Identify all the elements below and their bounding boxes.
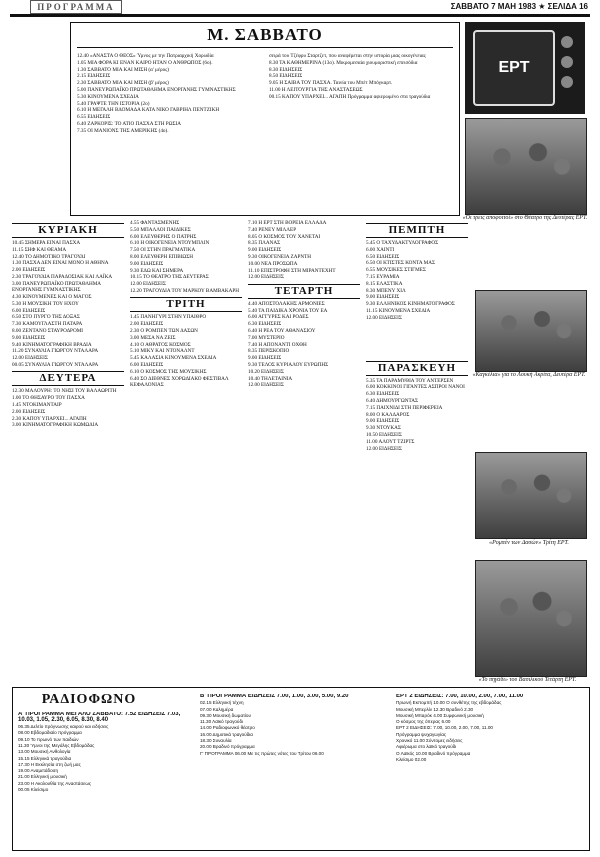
programme-item: 2.00 ΕΙΔΗΣΕΙΣ — [12, 408, 46, 415]
programme-item: 9.30 ΕΛΛΗΝΙΚΟΣ ΚΙΝΗΜΑΤΟΓΡΑΦΟΣ — [366, 301, 455, 308]
programme-item: 12.00 ΕΙΔΗΣΕΙΣ — [366, 314, 402, 321]
knob-icon — [561, 76, 573, 88]
column-4 — [366, 220, 468, 680]
programme-item: 1.00 ΤΟ ΘΗΣΑΥΡΟ ΤΟΥ ΠΑΣΧΑ — [12, 395, 85, 402]
programme-item: Ο κόσμος της όπερας 6.00 — [396, 719, 451, 725]
programme-item: 1.05 ΜΙΑ ΦΟΡΑ ΚΙ ΕΝΑΝ ΚΑΙΡΟ ΗΤΑΝ Ο ΑΝΘΡΩΠΟΣ (6ο). — [77, 59, 213, 66]
programme-item: 9.00 ΕΙΔΗΣΕΙΣ — [366, 418, 400, 425]
programme-item: 10.40 ΤΗΛΕΤΑΙΝΙΑ — [248, 375, 293, 382]
kyriaki-heading: ΚΥΡΙΑΚΗ — [12, 223, 124, 238]
radio-col2-head: Β' ΠΡΟΓΡΑΜΜΑ ΕΙΔΗΣΕΙΣ 7.00, 1.00, 3.00, 5.00, 9.20 — [200, 694, 349, 699]
programme-item: 12.00 ΕΙΔΗΣΕΙΣ — [248, 274, 284, 281]
programme-item: 5.40 ΓΡΑΨΤΕ ΤΗΝ ΙΣΤΟΡΙΑ (2ο) — [77, 100, 150, 107]
programme-item: 14.00 Ραδιοφωνικό θέατρο — [200, 725, 255, 731]
programme-item: 8.35 ΠΕΡΙΣΚΟΠΙΟ — [248, 348, 290, 355]
programme-item: 7.15 ΕΥΡΑΜΙΑ — [366, 273, 400, 280]
programme-item: 6.10 Η ΟΙΚΟΓΕΝΕΙΑ ΝΤΟΥΜΠΛΙΝ — [130, 240, 210, 247]
programme-item: 9.00 ΕΙΔΗΣΕΙΣ — [12, 334, 46, 341]
programme-item: 6.40 Η ΡΕΑ ΤΟΥ ΑΘΑΝΑΣΙΟΥ — [248, 327, 316, 334]
programme-item: 5.45 ΚΑΛΑΣΙΑ ΚΙΝΟΥΜΕΝΑ ΣΧΕΔΙΑ — [130, 355, 217, 362]
programme-item: 5.30 ΚΙΝΟΥΜΕΝΑ ΣΧΕΔΙΑ — [77, 93, 139, 100]
programme-item: 8.15 ΕΛΑΣΤΙΚΑ — [366, 280, 403, 287]
programme-item: 6.50 ΟΙ ΚΤΙΣΤΕΣ ΚΟΝΤΑ ΜΑΣ — [366, 260, 435, 267]
radio-col3-head: ΕΡΤ 2 ΕΙΔΗΣΕΙΣ: 7.00, 10.00, 2.00, 7.00, 11.00 — [396, 694, 524, 699]
programme-item: 12.00 ΕΙΔΗΣΕΙΣ — [130, 281, 166, 288]
programme-item: 12.40 ΤΟ ΔΗΜΟΤΙΚΟ ΤΡΑΓΟΥΔΙ — [12, 253, 86, 260]
programme-item: 12.40 «ΑΝΑΣΤΑ Ο ΘΕΟΣ» Ύμνος με την Πατριαρχική Χορωδία — [77, 53, 214, 59]
programme-item: 12.30 ΜΑΛΟΥΡΗ: ΤΟ ΝΗΣΙ ΤΟΥ ΒΑΛΑΩΡΙΤΗ — [12, 388, 117, 395]
programme-item: 6.00 ΑΓΓΥΡΕΣ ΚΑΙ ΡΟΔΕΣ — [248, 314, 309, 321]
caption: «Καγκέλια» για το Λουκή Ακρίτα, Δευτέρα ΕΡΤ. — [472, 372, 586, 378]
programme-item: 8.30 ΜΠΕΝΥ ΧΙΛ — [366, 287, 406, 294]
programme-item: Κλείσιμο 02.00 — [396, 756, 427, 762]
caption: «Ρομπέν των Δασών» Τρίτη ΕΡΤ. — [489, 540, 569, 546]
programme-item: σειρά του Τζέφρυ Σταρτζετ, που αναφέρεται στην ιστορία μιας οικογένειας — [269, 53, 426, 59]
programme-item: 4.40 ΑΠΟΣΤΟΛΑΚΗΣ ΑΡΜΟΝΙΕΣ — [248, 300, 325, 307]
radio-title: ΡΑΔΙΟΦΩΝΟ — [41, 692, 137, 707]
programme-item: 9.30 ΤΕΛΟΣ ΚΥΡΙΑΛΟΥ ΕΥΡΩΠΗΣ — [248, 361, 329, 368]
programme-item: 12.00 ΕΙΔΗΣΕΙΣ — [366, 445, 402, 452]
saturday-col-2 — [269, 53, 453, 211]
programme-item: 9.40 ΚΙΝΗΜΑΤΟΓΡΑΦΙΚΗ ΒΡΑΔΙΑ — [12, 341, 92, 348]
saturday-col-1 — [77, 53, 263, 211]
programme-item: 02.15 Ελληνική τέχνη — [200, 700, 244, 706]
programme-item: 9.00 ΕΙΔΗΣΕΙΣ — [248, 247, 282, 254]
programme-item: 6.00 ΕΙΔΗΣΕΙΣ — [130, 361, 164, 368]
photo-group — [465, 118, 587, 215]
caption: «Το πηγάδι» του Βασιλικού Τετάρτη ΕΡΤ. — [478, 677, 577, 683]
programme-item: 13.00 Μουσική Ανθολογία — [18, 749, 71, 755]
programme-item: 9.00 ΕΙΔΗΣΕΙΣ — [366, 294, 400, 301]
programme-item: 6.00 ΕΛΕΥΘΕΡΗΣ Ο ΠΑΤΡΗΣ — [130, 233, 197, 240]
programme-item: Πρωινή Εκπομπή 10.00 Ο συνθέτης της εβδομάδας — [396, 700, 502, 706]
programme-item: 18.30 Συναυλία — [200, 738, 232, 744]
programme-item: 08.00 Εβδομαδιαίο πρόγραμμα — [18, 730, 82, 736]
programme-item: 5.10 ΜΙΚΥ ΚΑΙ ΝΤΟΝΑΛΝΤ — [130, 348, 195, 355]
programme-item: 6.00 ΧΑΙΝΤΙ — [366, 246, 395, 253]
programme-item: 7.40 Η ΑΠΟΝΑΝΤΙ ΟΧΘΗ — [248, 341, 307, 348]
programme-item: 11.15 ΣΗΦ ΚΑΙ ΘΕΑΜΑ — [12, 246, 67, 253]
programme-item: 3.00 ΚΙΝΗΜΑΤΟΓΡΑΦΙΚΗ ΚΩΜΩΔΙΑ — [12, 422, 99, 429]
header-rule — [10, 14, 590, 17]
knob-icon — [561, 36, 573, 48]
programme-item: 07.00 Καλημέρα — [200, 706, 234, 712]
photo-well — [475, 560, 587, 677]
programme-item: 00.15 ΚΑΠΟΥ ΥΠΑΡΧΕΙ... ΑΓΑΠΗ Πρόγραμμα αφιερωμένο στα τραγούδια — [269, 93, 431, 100]
programme-item: 8.00 ΖΕΝΤΑΝΟ ΣΤΑΥΡΟΔΡΟΜΙ — [12, 327, 84, 334]
programme-item: 9.30 ΕΔΩ ΚΑΙ ΣΗΜΕΡΑ — [130, 267, 184, 274]
programme-item: 11.30 Λαϊκό τραγούδι — [200, 719, 244, 725]
programme-item: 6.00 ΕΙΔΗΣΕΙΣ — [12, 307, 46, 314]
programme-item: ΕΡΤ 2 ΕΙΔΗΣΕΙΣ: 7.00, 10.00, 2.00, 7.00, 11.00 — [396, 725, 493, 731]
programme-item: 00.05 ΣΥΝΑΥΛΙΑ ΓΙΩΡΓΟΥ ΝΤΑΛΑΡΑ — [12, 361, 99, 368]
radio-col-3 — [396, 694, 582, 844]
programme-item: 2.00 ΕΙΔΗΣΕΙΣ — [130, 321, 164, 328]
ert-logo-text: ΕΡΤ — [498, 59, 530, 76]
programme-item: 17.30 Η Εκκλησία στη ζωή μας — [18, 761, 81, 767]
caption: «Οι τρεις αποφοιτοί» στο Θέατρο της Δευτέρας ΕΡΤ. — [462, 215, 588, 221]
programme-item: 2.00 ΕΙΔΗΣΕΙΣ — [12, 267, 46, 274]
title-rule — [77, 47, 453, 48]
programme-item: 6.30 ΕΙΔΗΣΕΙΣ — [366, 391, 400, 398]
photo-robin-hood — [475, 452, 587, 539]
column-3 — [248, 220, 360, 680]
programme-item: 1.45 ΝΤΟΚΙΜΑΝΤΑΙΡ — [12, 401, 62, 408]
programme-item: 09.10 Το πρωινό των παιδιών — [18, 736, 79, 742]
programme-item: 06.35 Δελτίο πρόγνωσης καιρού και ειδήσεις — [18, 724, 109, 730]
programme-item: 2.15 ΕΙΔΗΣΕΙΣ — [77, 73, 111, 80]
programme-item: 6.50 ΕΙΔΗΣΕΙΣ — [366, 253, 400, 260]
column-2 — [130, 220, 242, 680]
radio-col-2 — [200, 694, 390, 844]
programme-item: 8.30 ΤΑ ΚΑΘΗΜΕΡΙΝΑ (13ο). Μικρομεσαία χιουμοριστική επεισόδια — [269, 59, 418, 66]
programme-item: 16.00 Δημοτικά τραγούδια — [200, 731, 253, 737]
saturday-title: Μ. ΣΑΒΒΑΤΟ — [207, 25, 323, 44]
programme-item: 2.30 ΚΑΠΟΥ ΥΠΑΡΧΕΙ... ΑΓΑΠΗ — [12, 415, 87, 422]
programme-item: 20.00 Βραδινό πρόγραμμα — [200, 744, 255, 750]
programme-item: 7.00 ΜΥΣΤΕΡΙΟ — [248, 334, 285, 341]
programme-item: 10.50 ΕΙΔΗΣΕΙΣ — [366, 431, 402, 438]
programme-item: 00.05 Κλείσιμο — [18, 787, 49, 793]
programme-item: 10.00 ΝΕΑ ΠΡΟΣΩΠΑ — [248, 260, 298, 267]
programme-item: Χρονικό 11.00 Σύντομες ειδήσεις — [396, 738, 463, 744]
programme-item: 4.55 ΦΑΝΤΑΣΜΕΝΗΣ — [130, 220, 180, 226]
programme-item: 7.35 ΟΙ ΜΑΝΙΟΝΣ ΤΗΣ ΑΜΕΡΙΚΗΣ (4ο). — [77, 127, 169, 134]
programme-item: Γ' ΠΡΟΓΡΑΜΜΑ 06.00 Με τις πρώτες νότες του Τρίτου 06.00 — [200, 750, 324, 756]
deftera-heading: ΔΕΥΤΕΡΑ — [12, 371, 124, 386]
programme-item: 21.00 Ελληνική μουσική — [18, 774, 67, 780]
programme-item: 9.30 ΟΙΚΟΓΕΝΕΙΑ ΖΑΡΝΤΗ — [248, 253, 312, 260]
programme-item: Μουσική Μπερλίν 12.30 Βραδινό 2.30 — [396, 706, 474, 712]
pempti-heading: ΠΕΜΠΤΗ — [366, 223, 468, 238]
programme-item: 19.00 Αναμετάδοση — [18, 768, 59, 774]
programme-item: 12.00 ΕΙΔΗΣΕΙΣ — [248, 382, 284, 389]
programme-item: 11.20 ΣΥΝΑΥΛΙΑ ΓΙΩΡΓΟΥ ΝΤΑΛΑΡΑ — [12, 348, 99, 355]
programme-item: 7.15 ΠΑΙΧΝΙΔΙ ΣΤΗ ΠΕΡΙΦΕΡΕΙΑ — [366, 404, 443, 411]
paraskevi-heading: ΠΑΡΑΣΚΕΥΗ — [366, 361, 468, 376]
radio-col-1 — [18, 712, 194, 844]
programme-item: 4.10 Ο ΑΘΡΑΤΟΣ ΚΟΣΜΟΣ — [130, 341, 191, 348]
programme-item: 1.30 ΣΑΒΒΑΤΟ ΜΙΑ ΚΑΙ ΜΙΣΗ (α' μέρος) — [77, 66, 169, 73]
programme-item: 5.45 Ο ΤΑΧΥΔΑΚΤΥΛΟΓΡΑΦΟΣ — [366, 240, 439, 246]
programme-item: 5.35 ΤΑ ΠΑΡΑΜΥΘΙΑ ΤΟΥ ΑΝΤΕΡΣΕΝ — [366, 377, 454, 384]
programme-item: 1.45 ΠΑΝΗΓΥΡΙ ΣΤΗΝ ΥΠΑΙΘΡΟ — [130, 314, 207, 321]
tv-knobs — [557, 34, 577, 104]
column-1 — [12, 220, 124, 680]
programme-item: 8.05 Ο ΚΟΣΜΟΣ ΤΟΥ ΧΑΝΕΤΑΙ — [248, 233, 321, 240]
programme-item: Πρόγραμμα ψυχαγωγίας — [396, 731, 447, 737]
programme-item: 10.45 ΣΗΜΕΡΑ ΕΙΝΑΙ ΠΑΣΧΑ — [12, 240, 81, 246]
programme-item: 6.10 Ο ΚΟΣΜΟΣ ΤΗΣ ΜΟΥΣΙΚΗΣ — [130, 368, 207, 375]
programme-item: 8.35 ΠΛΑΝΑΣ — [248, 240, 281, 247]
photo-actor — [475, 290, 587, 372]
programme-item: 10.20 ΕΙΔΗΣΕΙΣ — [248, 368, 284, 375]
programme-item: 11.15 ΚΙΝΟΥΜΕΝΑ ΣΧΕΔΙΑ — [366, 307, 431, 314]
programme-item: 11.00 ΑΛΟΥΤ ΤΖΙΡΤΣ — [366, 438, 415, 445]
programme-item: 15.15 Ελληνικά τραγούδια — [18, 755, 72, 761]
masthead-logo: ΠΡΟΓΡΑΜΜΑ — [30, 0, 122, 14]
programme-item: 7.10 Η ΕΡΤ ΣΤΗ ΒΟΡΕΙΑ ΕΛΛΑΔΑ — [248, 220, 327, 226]
tv-screen — [473, 30, 555, 106]
date-line: ΣΑΒΒΑΤΟ 7 ΜΑΗ 1983 ★ ΣΕΛΙΔΑ 16 — [450, 2, 588, 11]
programme-item: 6.40 ΖΑΡΚΟΡΙΣ: ΤΟ ΑΤΙΟ ΠΑΣΧΑ ΣΤΗ ΡΩΣΙΑ — [77, 120, 182, 127]
programme-item: 6.00 ΚΟΚΚΙΝΟΙ ΓΙΓΑΝΤΕΣ ΑΣΠΡΟΙ ΝΑΝΟΙ — [366, 384, 465, 391]
programme-item: 11.10 ΕΠΙΣΤΡΟΦΗ ΣΤΗ ΜΙΡΑΝΤΕΧΗΤ — [248, 267, 336, 274]
programme-item: 12.20 ΤΡΑΓΟΥΔΙΑ ΤΟΥ ΜΑΡΚΟΥ ΒΑΜΒΑΚΑΡΗ — [130, 287, 240, 294]
programme-item: 6.55 ΜΟΥΣΙΚΕΣ ΣΤΙΓΜΕΣ — [366, 267, 426, 274]
programme-item: 5.00 ΠΑΝΕΥΡΩΠΑΪΚΟ ΠΡΩΤΑΘΛΗΜΑ ΕΝΟΡΓΑΝΗΣ ΓΥΜΝΑΣΤΙΚΗΣ — [77, 86, 236, 93]
programme-item: 7.30 ΚΑΜΟΥΓΛΑΣΤΗ ΠΑΤΑΡΑ — [12, 321, 83, 328]
programme-item: 8.50 ΕΙΔΗΣΕΙΣ — [269, 73, 303, 80]
programme-item: 6.30 ΕΙΔΗΣΕΙΣ — [248, 321, 282, 328]
programme-item: Ο Λαϊκός 10.00 Βραδινό πρόγραμμα — [396, 750, 471, 756]
programme-item: 6.10 Η ΜΕΓΑΛΗ ΒΔΟΜΑΔΑ ΚΑΤΑ ΝΙΚΟ ΓΑΒΡΙΗΛ ΠΕΝΤΖΙΚΗ — [77, 107, 220, 114]
programme-item: 9.05 Η ΣΑΙΒΑ ΤΟΥ ΠΑΣΧΑ. Ταινία του Μπέτ Μπόγκαρτ. — [269, 80, 393, 87]
programme-item: 2.30 ΤΡΑΓΟΥΔΙΑ ΠΑΡΑΔΟΣΙΑΚ ΚΑΙ ΛΑΪΚΑ — [12, 273, 113, 280]
programme-item: 6.55 ΕΙΔΗΣΕΙΣ — [77, 114, 111, 121]
programme-item: 23.00 Η Ακολουθία της Αναστάσεως — [18, 780, 92, 786]
programme-item: 5.50 ΜΠΑΛΛΟΙ ΠΑΙΔΙΚΕΣ — [130, 226, 191, 233]
knob-icon — [561, 56, 573, 68]
programme-item: 1.30 ΠΑΣΧΑ ΔΕΝ ΕΙΝΑΙ ΜΟΝΟ Η ΑΘΗΝΑ — [12, 260, 109, 267]
triti-heading: ΤΡΙΤΗ — [130, 297, 242, 312]
programme-item: 5.40 ΤΑ ΠΑΙΔΙΚΑ ΧΡΟΝΙΑ ΤΟΥ ΕΑ — [248, 307, 328, 314]
programme-item: 8.00 Ο ΚΑΛΔΑΡΟΣ — [366, 411, 410, 418]
radio-col1-head: Α' ΠΡΟΓΡΑΜΜΑ ΜΕΓΑΛΟ ΣΑΒΒΑΤΟ: 7.52 ΕΙΔΗΣΕΙΣ 7.03, 10.03, 1.05, 2.30, 6.05, 8.30, 8.40 — [18, 712, 181, 723]
programme-item: 8.30 ΕΙΔΗΣΕΙΣ — [269, 66, 303, 73]
programme-item: 11.00 Η ΛΕΙΤΟΥΡΓΙΑ ΤΗΣ ΑΝΑΣΤΑΣΕΩΣ — [269, 86, 363, 93]
programme-item: 5.30 Η ΜΟΥΣΙΚΗ ΤΟΥ ΗΧΟΥ — [12, 300, 79, 307]
programme-item: 10.15 ΤΟ ΘΕΑΤΡΟ ΤΗΣ ΔΕΥΤΕΡΑΣ — [130, 274, 209, 281]
programme-item: 6.40 ΣΟ ΔΙΕΘΝΕΣ ΧΟΡΩΔΙΑΚΟ ΦΕΣΤΙΒΑΛ ΚΕΦΑΛΟΝΙΑΣ — [130, 375, 229, 388]
tv-logo — [465, 22, 585, 114]
programme-item: 7.50 ΟΙ ΣΤΗΝ ΠΡΑΓΜΑΤΙΚΑ — [130, 247, 196, 254]
programme-item: 8.00 ΕΛΕΥΘΕΡΗ ΕΠΙΒΙΩΣΗ — [130, 253, 194, 260]
saturday-box — [70, 22, 460, 216]
programme-item: 9.00 ΕΙΔΗΣΕΙΣ — [248, 355, 282, 362]
programme-item: 6.50 ΣΤΟ ΠΥΡΓΟ ΤΗΣ ΔΟΞΑΣ — [12, 314, 80, 321]
programme-item: 09.30 Μουσική δωματίου — [200, 712, 251, 718]
programme-item: 3.00 ΜΕΣΑ ΝΑ ΖΕΙΣ — [130, 334, 176, 341]
programme-item: 2.30 ΣΑΒΒΑΤΟ ΜΙΑ ΚΑΙ ΜΙΣΗ (β' μέρος) — [77, 80, 169, 87]
tetarti-heading: ΤΕΤΑΡΤΗ — [248, 284, 360, 299]
programme-item: Μουσική Μπαρόκ 4.00 Συμφωνική μουσική — [396, 712, 484, 718]
programme-item: 9.00 ΕΙΔΗΣΕΙΣ — [130, 260, 164, 267]
programme-item: Αφιέρωμα στο λαϊκό τραγούδι — [396, 744, 457, 750]
programme-item: 6.40 ΔΗΜΟΥΡΓΩΝΤΑΣ — [366, 397, 419, 404]
programme-item: 3.00 ΠΑΝΕΥΡΩΠΑΪΚΟ ΠΡΩΤΑΘΛΗΜΑ ΕΝΟΡΓΑΝΗΣ ΓΥΜΝΑΣΤΙΚΗΣ — [12, 280, 101, 294]
programme-item: 9.30 ΝΤΟΥΚΑΣ — [366, 425, 401, 432]
programme-item: 2.30 Ο ΡΟΜΠΕΝ ΤΩΝ ΔΑΣΩΝ — [130, 327, 198, 334]
programme-item: 4.30 ΚΙΝΟΥΜΕΝΕΣ ΚΑΙ Ο ΜΑΓΟΣ — [12, 293, 92, 300]
programme-item: 7.40 ΡΕΝΕΥ ΜΙΛΛΕΡ — [248, 226, 297, 233]
programme-item: 12.00 ΕΙΔΗΣΕΙΣ — [12, 355, 48, 362]
programme-item: 11.30 Ύμνοι της Μεγάλης Εβδομάδας — [18, 742, 95, 748]
